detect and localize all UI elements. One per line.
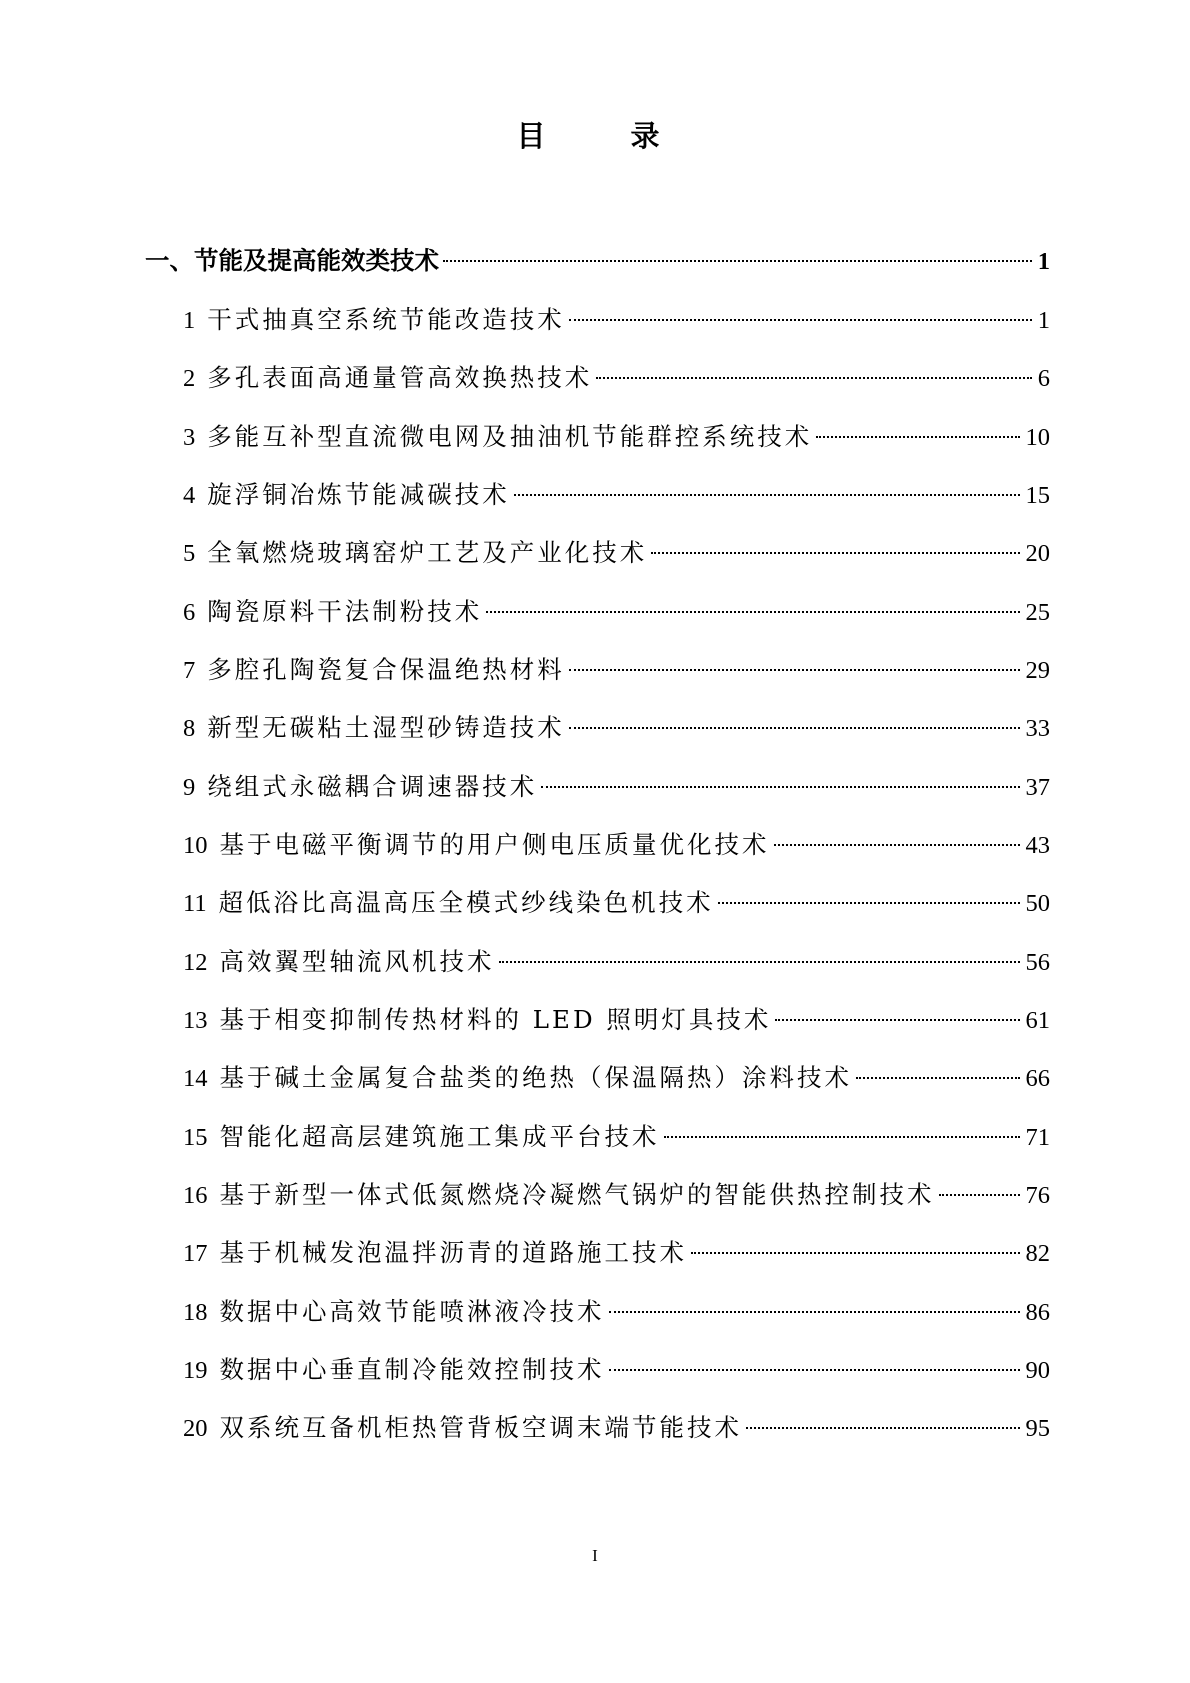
dot-leader: [609, 1311, 1020, 1313]
toc-page-number: 15: [1025, 482, 1050, 509]
toc-entry[interactable]: [183, 360, 1050, 396]
toc-page-number: 71: [1025, 1124, 1050, 1151]
toc-entry-title: 双系统互备机柜热管背板空调末端节能技术: [219, 1413, 742, 1442]
toc-entry-title: 超低浴比高温高压全模式纱线染色机技术: [218, 888, 714, 917]
dot-leader: [541, 786, 1019, 788]
toc-page-number: 6: [1037, 365, 1050, 392]
toc-entry-number: 1: [183, 307, 196, 334]
dot-leader: [569, 727, 1020, 729]
toc-entry[interactable]: [183, 1177, 1050, 1213]
toc-entry-title: 高效翼型轴流风机技术: [219, 947, 495, 976]
dot-leader: [816, 436, 1019, 438]
toc-entry[interactable]: [183, 885, 1050, 921]
toc-entry-number: 11: [183, 890, 207, 917]
toc-page-number: 50: [1025, 890, 1050, 917]
toc-section-heading[interactable]: [145, 243, 1050, 279]
dot-leader: [569, 669, 1020, 671]
toc-entry-number: 13: [183, 1007, 208, 1034]
toc-entry[interactable]: [183, 1060, 1050, 1096]
toc-entry-title: 基于机械发泡温拌沥青的道路施工技术: [219, 1238, 687, 1267]
dot-leader: [486, 611, 1019, 613]
toc-entry[interactable]: [183, 710, 1050, 746]
toc-entry-number: 15: [183, 1124, 208, 1151]
toc-page-number: 20: [1025, 540, 1050, 567]
toc-entry-number: 4: [183, 482, 196, 509]
toc-page-number: 29: [1025, 657, 1050, 684]
toc-entry-title: 多腔孔陶瓷复合保温绝热材料: [207, 655, 565, 684]
toc-entry-title: 新型无碳粘土湿型砂铸造技术: [207, 713, 565, 742]
toc-page-number: 82: [1025, 1240, 1050, 1267]
toc-entry[interactable]: [183, 1235, 1050, 1271]
toc-page-number: 1: [1037, 248, 1050, 275]
toc-entry[interactable]: [183, 477, 1050, 513]
dot-leader: [856, 1077, 1020, 1079]
toc-page-number: 33: [1025, 715, 1050, 742]
dot-leader: [596, 377, 1032, 379]
toc-page-number: 25: [1025, 599, 1050, 626]
toc-page-number: 76: [1025, 1182, 1050, 1209]
toc-entry[interactable]: [183, 944, 1050, 980]
toc-entry-number: 8: [183, 715, 196, 742]
toc-entry-title: 智能化超高层建筑施工集成平台技术: [219, 1122, 660, 1151]
toc-entry-number: 20: [183, 1415, 208, 1442]
toc-page-number: 66: [1025, 1065, 1050, 1092]
toc-entry[interactable]: [183, 1002, 1050, 1038]
toc-entry[interactable]: [183, 535, 1050, 571]
toc-entry-title: 旋浮铜冶炼节能减碳技术: [207, 480, 510, 509]
toc-entry-title: 数据中心垂直制冷能效控制技术: [219, 1355, 605, 1384]
toc-entry-number: 2: [183, 365, 196, 392]
toc-page-number: 10: [1025, 424, 1050, 451]
dot-leader: [609, 1369, 1020, 1371]
dot-leader: [664, 1136, 1020, 1138]
toc-page-number: 90: [1025, 1357, 1050, 1384]
toc-entry[interactable]: [183, 769, 1050, 805]
dot-leader: [499, 961, 1020, 963]
dot-leader: [651, 552, 1019, 554]
toc-page-number: 43: [1025, 832, 1050, 859]
toc-page-number: 95: [1025, 1415, 1050, 1442]
toc-entry[interactable]: [183, 1119, 1050, 1155]
toc-entry-title: 陶瓷原料干法制粉技术: [207, 597, 483, 626]
toc-entry-title: 数据中心高效节能喷淋液冷技术: [219, 1297, 605, 1326]
toc-entry[interactable]: [183, 827, 1050, 863]
toc-entry-title: 基于新型一体式低氮燃烧冷凝燃气锅炉的智能供热控制技术: [219, 1180, 935, 1209]
page-title: 目 录: [516, 119, 688, 153]
toc-entry-number: 19: [183, 1357, 208, 1384]
toc-entry[interactable]: [183, 302, 1050, 338]
dot-leader: [691, 1252, 1020, 1254]
toc-entry[interactable]: [183, 1352, 1050, 1388]
dot-leader: [569, 319, 1032, 321]
toc-entry-title: 基于相变抑制传热材料的 LED 照明灯具技术: [219, 1005, 772, 1034]
toc-entry-number: 16: [183, 1182, 208, 1209]
dot-leader: [443, 260, 1032, 262]
toc-page-number: 61: [1025, 1007, 1050, 1034]
toc-entry-number: 9: [183, 774, 196, 801]
toc-entry-number: 7: [183, 657, 196, 684]
dot-leader: [718, 902, 1020, 904]
dot-leader: [746, 1427, 1020, 1429]
toc-entry-title: 全氧燃烧玻璃窑炉工艺及产业化技术: [207, 538, 648, 567]
toc-page-number: 37: [1025, 774, 1050, 801]
toc-entry-number: 3: [183, 424, 196, 451]
toc-entry[interactable]: [183, 419, 1050, 455]
toc-entry-title: 绕组式永磁耦合调速器技术: [207, 772, 538, 801]
toc-entry[interactable]: [183, 652, 1050, 688]
page-footer-number: I: [592, 1546, 598, 1565]
toc-page-number: 86: [1025, 1299, 1050, 1326]
toc-section-label: 一、节能及提高能效类技术: [145, 246, 439, 275]
toc-entry-number: 18: [183, 1299, 208, 1326]
toc-entry[interactable]: [183, 1294, 1050, 1330]
dot-leader: [939, 1194, 1020, 1196]
dot-leader: [774, 844, 1020, 846]
toc-page-number: 1: [1037, 307, 1050, 334]
toc-entry-number: 12: [183, 949, 208, 976]
toc-entry-title: 多孔表面高通量管高效换热技术: [207, 363, 593, 392]
toc-entry-title: 多能互补型直流微电网及抽油机节能群控系统技术: [207, 422, 813, 451]
toc-entry-title: 基于电磁平衡调节的用户侧电压质量优化技术: [219, 830, 770, 859]
dot-leader: [514, 494, 1020, 496]
toc-entry-number: 10: [183, 832, 208, 859]
toc-entry-title: 干式抽真空系统节能改造技术: [207, 305, 565, 334]
toc-entry-number: 6: [183, 599, 196, 626]
toc-entry-number: 5: [183, 540, 196, 567]
toc-entry-number: 17: [183, 1240, 208, 1267]
toc-entry-number: 14: [183, 1065, 208, 1092]
toc-page-number: 56: [1025, 949, 1050, 976]
toc-entry-title: 基于碱土金属复合盐类的绝热（保温隔热）涂料技术: [219, 1063, 852, 1092]
toc-entry[interactable]: [183, 1410, 1050, 1446]
dot-leader: [775, 1019, 1019, 1021]
toc-entry[interactable]: [183, 594, 1050, 630]
